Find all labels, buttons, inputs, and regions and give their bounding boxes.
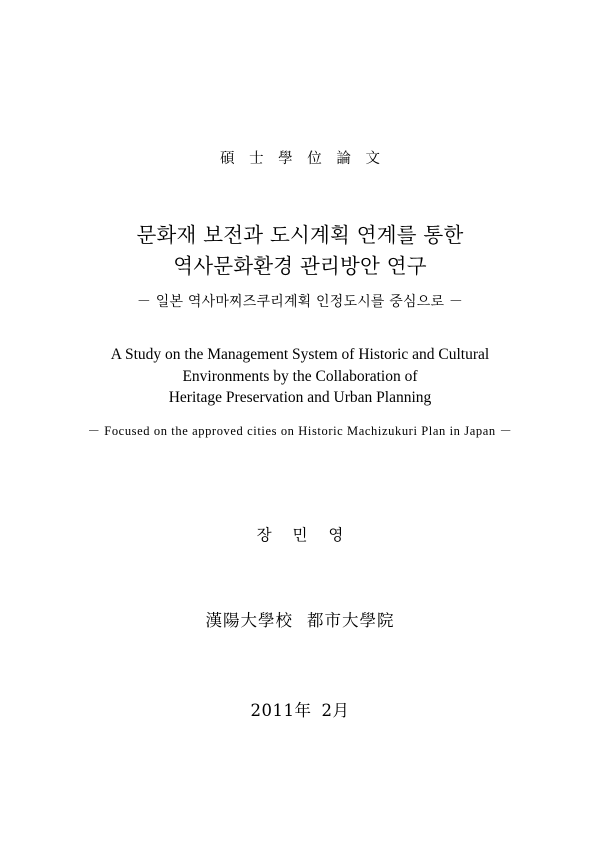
english-title-line-3: Heritage Preservation and Urban Planning bbox=[168, 389, 432, 406]
publication-month: 2月 bbox=[321, 700, 350, 720]
publication-date bbox=[251, 697, 350, 721]
degree-label: 碩 士 學 位 論 文 bbox=[219, 151, 386, 167]
korean-title-line-2: 역사문화환경 관리방안 연구 bbox=[173, 254, 427, 278]
korean-title-line-1: 문화재 보전과 도시계획 연계를 통한 bbox=[136, 223, 464, 247]
university-name: 漢陽大學校 bbox=[205, 610, 293, 630]
institution bbox=[206, 607, 395, 631]
korean-subtitle: － 일본 역사마찌즈쿠리계획 인정도시를 중심으로 － bbox=[136, 294, 464, 310]
publication-year: 2011年 bbox=[250, 700, 312, 720]
english-title bbox=[111, 344, 489, 409]
english-title-line-2: Environments by the Collaboration of bbox=[182, 367, 418, 385]
english-subtitle: － Focused on the approved cities on Historic Machizukuri Plan in Japan － bbox=[87, 423, 513, 438]
english-title-line-1: A Study on the Management System of Historic and Cultural bbox=[110, 346, 490, 363]
korean-title bbox=[137, 220, 464, 282]
graduate-school-name: 都市大學院 bbox=[307, 610, 395, 630]
author-name: 장 민 영 bbox=[256, 525, 352, 544]
